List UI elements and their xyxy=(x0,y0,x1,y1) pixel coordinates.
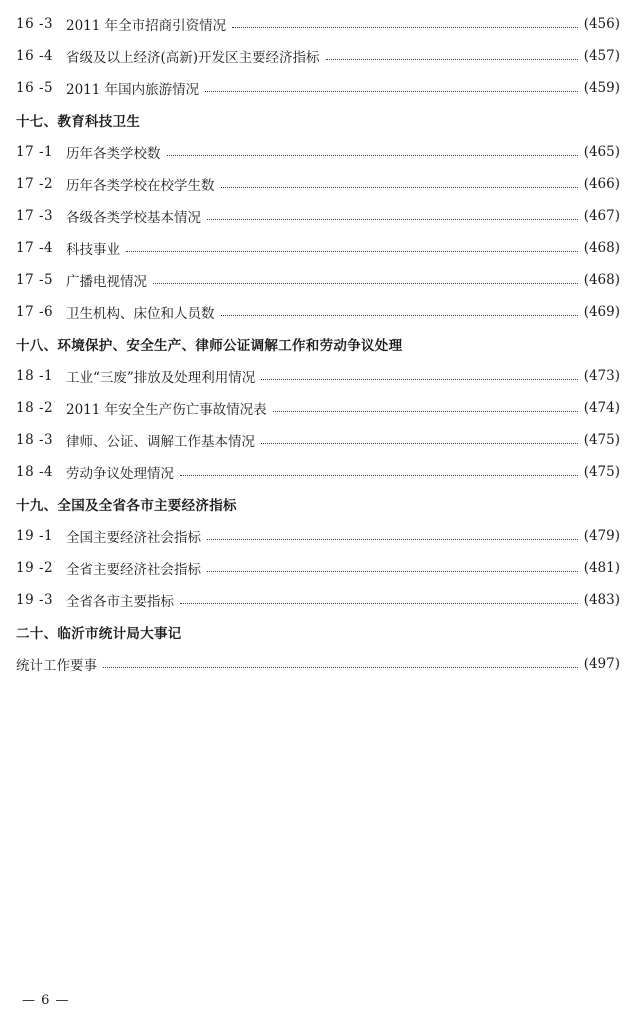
entry-number: 17 -3 xyxy=(16,208,54,224)
toc-entry[interactable] xyxy=(16,264,620,296)
entry-page: (467) xyxy=(583,208,620,224)
dot-leader xyxy=(261,442,578,444)
toc-entry[interactable] xyxy=(16,40,620,72)
entry-number: 17 -1 xyxy=(16,144,54,160)
section-heading: 十八、环境保护、安全生产、律师公证调解工作和劳动争议处理 xyxy=(16,338,403,354)
dot-leader xyxy=(180,602,578,604)
entry-number: 17 -2 xyxy=(16,176,54,192)
entry-number: 19 -1 xyxy=(16,528,54,544)
entry-number: 19 -2 xyxy=(16,560,54,576)
entry-page: (475) xyxy=(583,464,620,480)
entry-page: (474) xyxy=(583,400,620,416)
entry-page: (475) xyxy=(583,432,620,448)
toc-entry[interactable] xyxy=(16,168,620,200)
entry-number: 19 -3 xyxy=(16,592,54,608)
dot-leader xyxy=(207,538,578,540)
entry-page: (457) xyxy=(583,48,620,64)
entry-page: (497) xyxy=(583,656,620,672)
entry-number: 18 -1 xyxy=(16,368,54,384)
section-heading: 二十、临沂市统计局大事记 xyxy=(16,626,182,642)
entry-title: 统计工作要事 xyxy=(16,658,97,674)
entry-page: (481) xyxy=(583,560,620,576)
entry-number: 18 -2 xyxy=(16,400,54,416)
page-number: — 6 — xyxy=(22,993,70,1008)
entry-number: 17 -4 xyxy=(16,240,54,256)
entry-number: 17 -6 xyxy=(16,304,54,320)
entry-title: 历年各类学校数 xyxy=(66,146,161,162)
dot-leader xyxy=(261,378,577,380)
entry-title: 历年各类学校在校学生数 xyxy=(66,178,215,194)
section-heading: 十九、全国及全省各市主要经济指标 xyxy=(16,498,237,514)
dot-leader xyxy=(126,250,578,252)
dot-leader xyxy=(180,474,578,476)
toc-entry[interactable] xyxy=(16,8,620,40)
dot-leader xyxy=(273,410,578,412)
toc-entry[interactable] xyxy=(16,136,620,168)
entry-title: 全省各市主要指标 xyxy=(66,594,174,610)
entry-title: 全国主要经济社会指标 xyxy=(66,530,201,546)
dot-leader xyxy=(103,666,578,668)
entry-page: (459) xyxy=(583,80,620,96)
entry-number: 18 -4 xyxy=(16,464,54,480)
entry-page: (468) xyxy=(583,240,620,256)
entry-page: (469) xyxy=(583,304,620,320)
toc-entry[interactable] xyxy=(16,552,620,584)
entry-title: 卫生机构、床位和人员数 xyxy=(66,306,215,322)
entry-page: (465) xyxy=(583,144,620,160)
dot-leader xyxy=(167,154,578,156)
dot-leader xyxy=(205,90,578,92)
table-of-contents xyxy=(16,8,620,680)
dot-leader xyxy=(326,58,578,60)
entry-number: 16 -5 xyxy=(16,80,54,96)
entry-title: 全省主要经济社会指标 xyxy=(66,562,201,578)
entry-title: 工业“三废”排放及处理利用情况 xyxy=(66,370,256,386)
dot-leader xyxy=(221,186,578,188)
entry-page: (483) xyxy=(583,592,620,608)
entry-number: 17 -5 xyxy=(16,272,54,288)
entry-number: 16 -4 xyxy=(16,48,54,64)
toc-entry[interactable] xyxy=(16,456,620,488)
entry-title: 科技事业 xyxy=(66,242,120,258)
entry-page: (466) xyxy=(583,176,620,192)
dot-leader xyxy=(232,26,578,28)
entry-title: 劳动争议处理情况 xyxy=(66,466,174,482)
entry-title: 各级各类学校基本情况 xyxy=(66,210,201,226)
entry-page: (456) xyxy=(583,16,620,32)
entry-number: 16 -3 xyxy=(16,16,54,32)
entry-title: 2011 年安全生产伤亡事故情况表 xyxy=(66,402,267,418)
entry-page: (473) xyxy=(583,368,620,384)
toc-entry[interactable] xyxy=(16,200,620,232)
toc-entry[interactable] xyxy=(16,520,620,552)
toc-entry[interactable] xyxy=(16,392,620,424)
section-heading: 十七、教育科技卫生 xyxy=(16,114,141,130)
entry-title: 2011 年全市招商引资情况 xyxy=(66,18,227,34)
toc-entry[interactable] xyxy=(16,424,620,456)
dot-leader xyxy=(207,218,578,220)
entry-title: 律师、公证、调解工作基本情况 xyxy=(66,434,255,450)
dot-leader xyxy=(207,570,578,572)
toc-entry[interactable] xyxy=(16,232,620,264)
entry-title: 2011 年国内旅游情况 xyxy=(66,82,200,98)
dot-leader xyxy=(153,282,578,284)
dot-leader xyxy=(221,314,578,316)
entry-title: 省级及以上经济(高新)开发区主要经济指标 xyxy=(66,50,320,66)
entry-number: 18 -3 xyxy=(16,432,54,448)
toc-entry[interactable] xyxy=(16,296,620,328)
toc-entry[interactable] xyxy=(16,360,620,392)
entry-title: 广播电视情况 xyxy=(66,274,147,290)
toc-entry[interactable] xyxy=(16,72,620,104)
entry-page: (468) xyxy=(583,272,620,288)
toc-entry[interactable] xyxy=(16,584,620,616)
entry-page: (479) xyxy=(583,528,620,544)
toc-entry[interactable] xyxy=(16,648,620,680)
